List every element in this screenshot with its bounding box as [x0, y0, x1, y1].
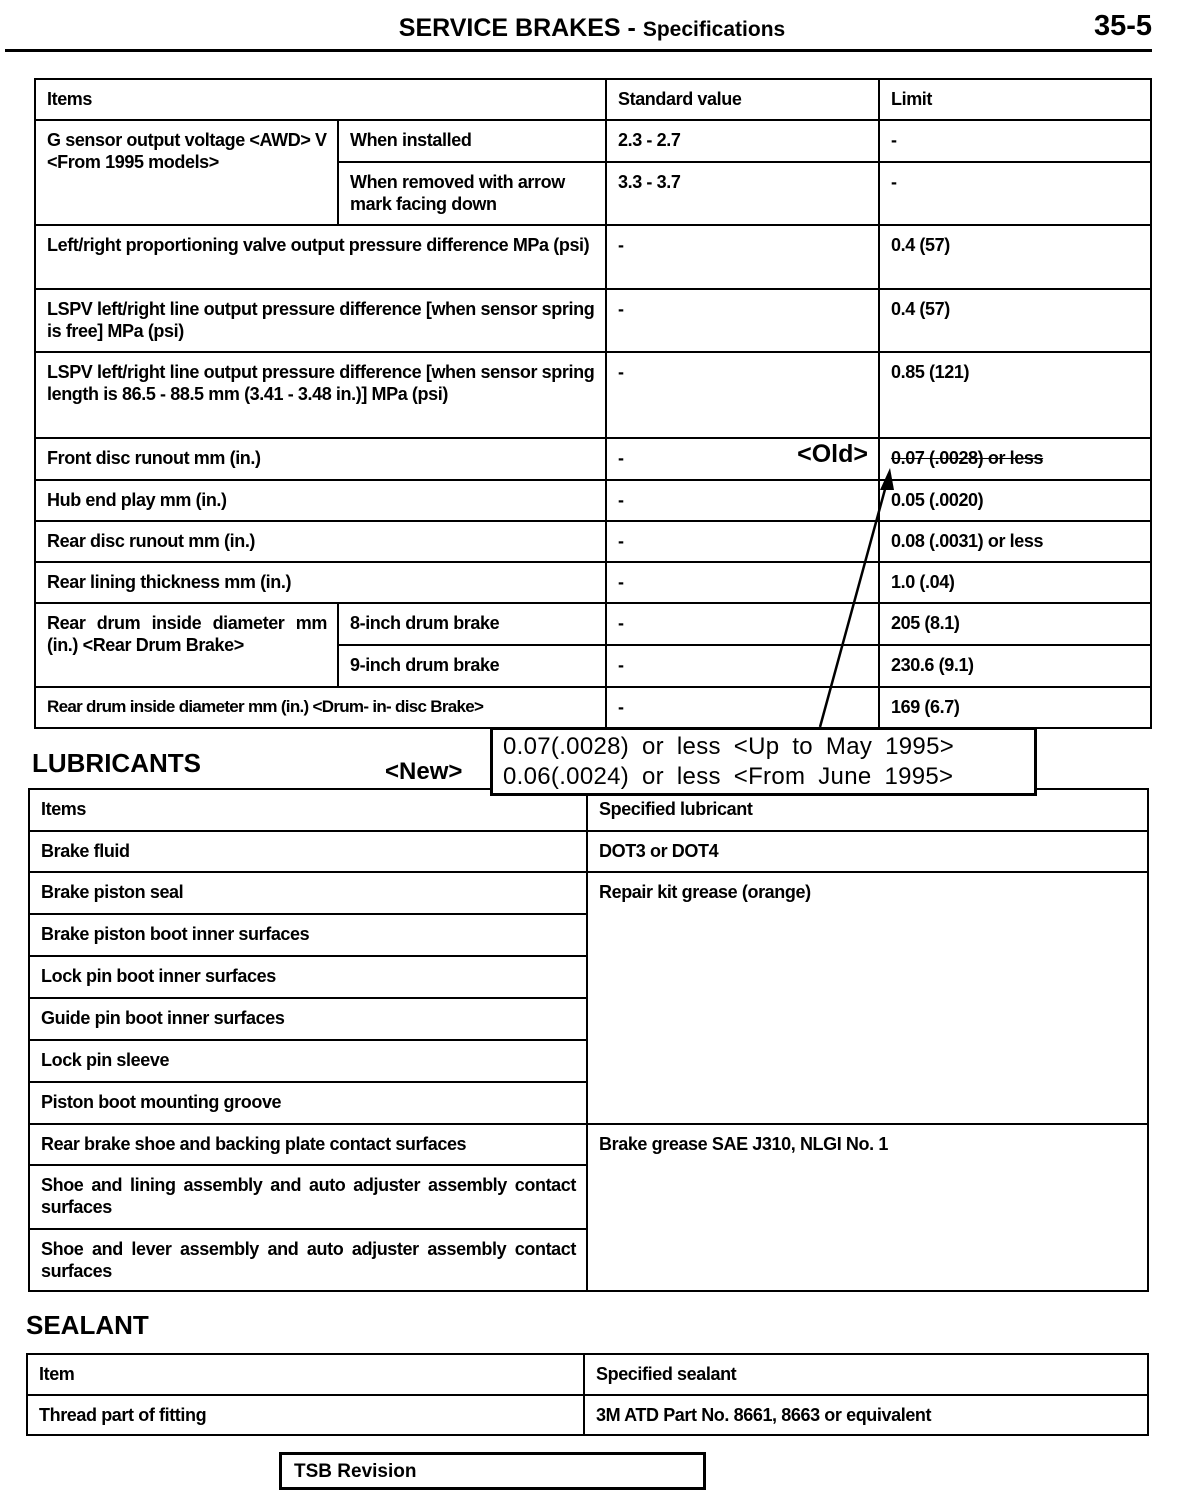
title-subtitle: Specifications — [642, 18, 786, 41]
item-cell: Lock pin sleeve — [29, 1040, 587, 1082]
limit-cell: 230.6 (9.1) — [879, 645, 1151, 687]
limit-cell: 0.4 (57) — [879, 289, 1151, 352]
standard-cell: 2.3 - 2.7 — [606, 120, 879, 162]
item-cell: G sensor output voltage <AWD> V <From 1995 models> — [35, 120, 338, 225]
column-header: Item — [27, 1354, 584, 1395]
item-cell: Rear drum inside diameter mm (in.) <Drum- in- disc Brake> — [35, 687, 606, 728]
item-cell: Hub end play mm (in.) — [35, 480, 606, 521]
lubricants-table — [28, 788, 1149, 1292]
item-cell: LSPV left/right line output pressure difference [when sensor spring length is 86.5 - 88.5 mm (3.41 - 3.48 in.)] MPa (psi) — [35, 352, 606, 438]
table-row — [29, 872, 1148, 914]
lubricant-cell: DOT3 or DOT4 — [587, 831, 1148, 872]
page-number: 35-5 — [1093, 10, 1152, 42]
title-separator: - — [627, 14, 636, 42]
condition-cell: When removed with arrow mark facing down — [338, 162, 606, 225]
standard-cell: - — [606, 225, 879, 289]
tsb-revision-box: TSB Revision — [279, 1452, 706, 1490]
standard-cell: 3.3 - 3.7 — [606, 162, 879, 225]
sealant-cell: 3M ATD Part No. 8661, 8663 or equivalent — [584, 1395, 1148, 1435]
table-header-row — [27, 1354, 1148, 1395]
item-cell: Shoe and lining assembly and auto adjuster assembly contact surfaces — [29, 1165, 587, 1229]
item-cell: Front disc runout mm (in.) — [35, 438, 606, 480]
standard-cell: - — [606, 687, 879, 728]
limit-cell: 0.4 (57) — [879, 225, 1151, 289]
condition-cell: 8-inch drum brake — [338, 603, 606, 645]
standard-cell: - — [606, 562, 879, 603]
lubricants-heading: LUBRICANTS — [32, 748, 201, 778]
standard-value: - — [618, 448, 624, 468]
item-cell: Thread part of fitting — [27, 1395, 584, 1435]
column-header: Standard value — [606, 79, 879, 120]
table-row — [29, 831, 1148, 872]
limit-cell: 1.0 (.04) — [879, 562, 1151, 603]
item-cell: Brake piston seal — [29, 872, 587, 914]
item-cell: Lock pin boot inner surfaces — [29, 956, 587, 998]
column-header: Specified sealant — [584, 1354, 1148, 1395]
sealant-table — [26, 1353, 1149, 1436]
condition-cell: When installed — [338, 120, 606, 162]
title-text: SERVICE BRAKES — [398, 14, 621, 42]
limit-cell: - — [879, 120, 1151, 162]
limit-cell: 205 (8.1) — [879, 603, 1151, 645]
table-row — [29, 1124, 1148, 1165]
standard-cell: - — [606, 645, 879, 687]
condition-cell: 9-inch drum brake — [338, 645, 606, 687]
column-header: Items — [35, 79, 606, 120]
sealant-heading: SEALANT — [26, 1310, 149, 1340]
callout-line: 0.07(.0028) or less <Up to May 1995> — [503, 733, 955, 760]
limit-cell: 0.85 (121) — [879, 352, 1151, 438]
limit-cell: 0.05 (.0020) — [879, 480, 1151, 521]
item-cell: Brake piston boot inner surfaces — [29, 914, 587, 956]
limit-cell: - — [879, 162, 1151, 225]
lubricant-cell: Brake grease SAE J310, NLGI No. 1 — [587, 1124, 1148, 1291]
lubricant-cell: Repair kit grease (orange) — [587, 872, 1148, 1124]
item-cell: Left/right proportioning valve output pressure difference MPa (psi) — [35, 225, 606, 289]
item-cell: Rear drum inside diameter mm (in.) <Rear Drum Brake> — [35, 603, 338, 687]
column-header: Limit — [879, 79, 1151, 120]
arrow-line — [820, 482, 887, 727]
limit-cell: 169 (6.7) — [879, 687, 1151, 728]
arrow-head — [880, 468, 894, 490]
table-row — [27, 1395, 1148, 1435]
item-cell: Shoe and lever assembly and auto adjuster assembly contact surfaces — [29, 1229, 587, 1291]
limit-cell-old: 0.07 (.0028) or less — [879, 438, 1151, 480]
item-cell: Rear disc runout mm (in.) — [35, 521, 606, 562]
callout-line: 0.06(.0024) or less <From June 1995> — [503, 763, 954, 790]
item-cell: Guide pin boot inner surfaces — [29, 998, 587, 1040]
standard-cell: - — [606, 521, 879, 562]
column-header: Items — [29, 789, 587, 831]
new-label: <New> — [385, 758, 463, 785]
item-cell: Brake fluid — [29, 831, 587, 872]
standard-cell: - — [606, 289, 879, 352]
standard-cell: - — [606, 480, 879, 521]
item-cell: Rear brake shoe and backing plate contact surfaces — [29, 1124, 587, 1165]
standard-cell: - — [606, 603, 879, 645]
item-cell: Rear lining thickness mm (in.) — [35, 562, 606, 603]
item-cell: LSPV left/right line output pressure difference [when sensor spring is free] MPa (psi) — [35, 289, 606, 352]
limit-cell: 0.08 (.0031) or less — [879, 521, 1151, 562]
column-header: Specified lubricant — [587, 789, 1148, 831]
old-label: <Old> — [797, 440, 868, 468]
standard-cell: - — [606, 352, 879, 438]
item-cell: Piston boot mounting groove — [29, 1082, 587, 1124]
